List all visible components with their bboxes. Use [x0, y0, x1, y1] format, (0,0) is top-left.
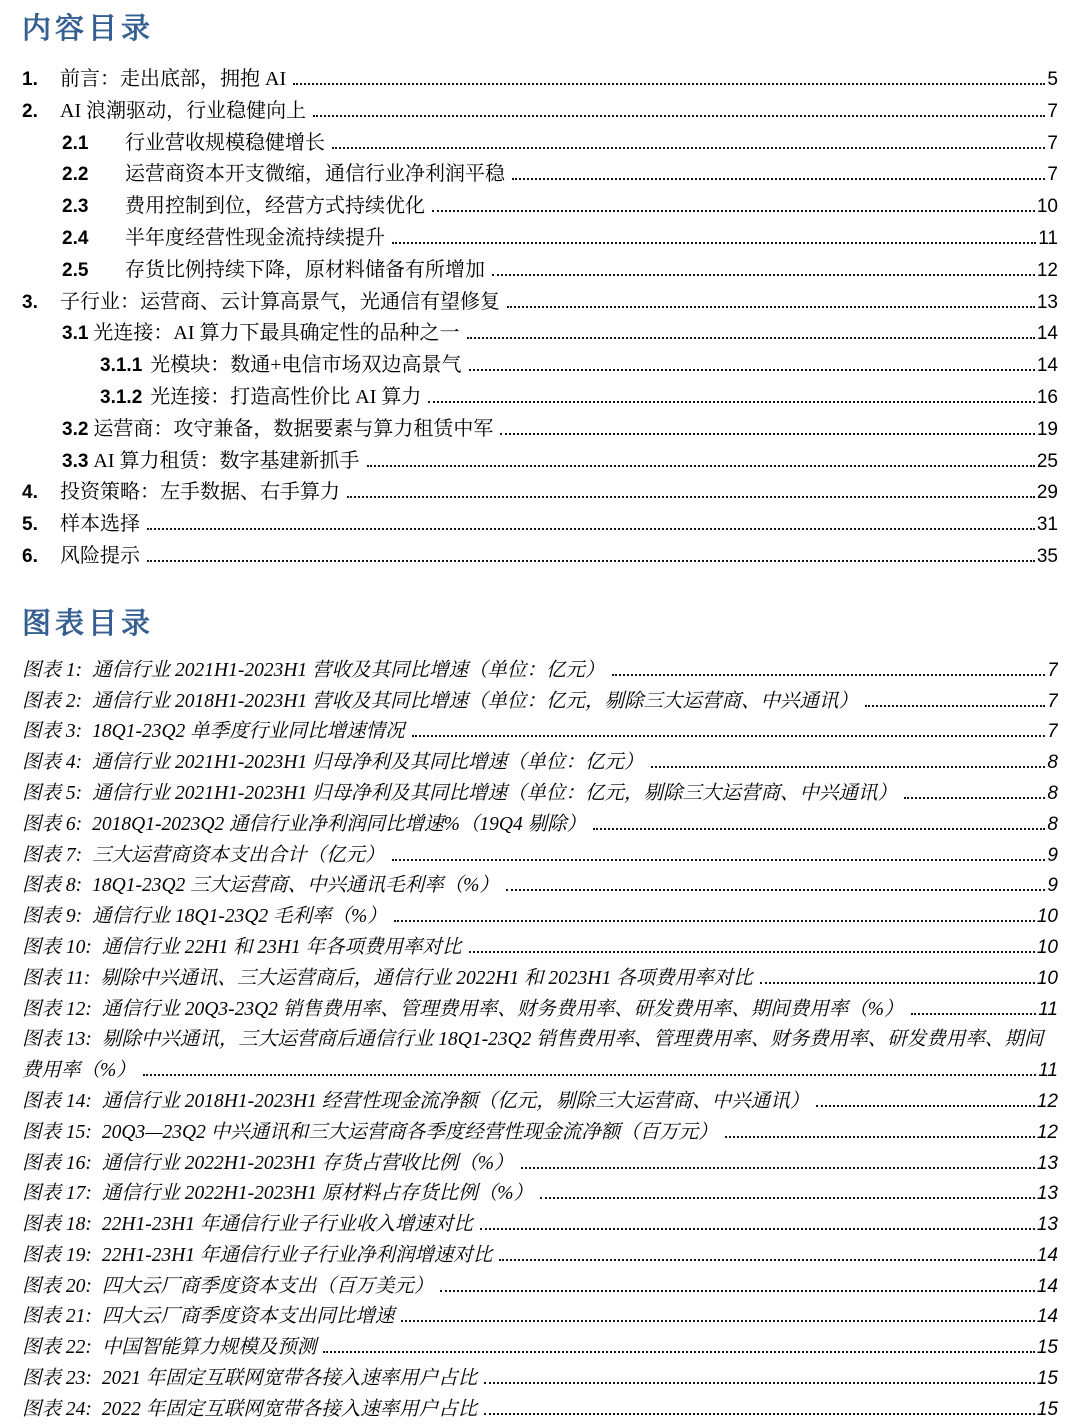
dot-leader — [347, 496, 1035, 498]
dot-leader — [313, 115, 1045, 117]
figure-entry[interactable] — [22, 810, 1058, 841]
entry-number: 图表 8: — [22, 875, 83, 897]
entry-number: 图表 20: — [22, 1275, 92, 1297]
page-number: 7 — [1047, 132, 1058, 154]
toc-entry[interactable] — [22, 414, 1058, 446]
entry-number: 2.1 — [62, 132, 89, 154]
toc-entry[interactable] — [22, 541, 1058, 573]
entry-number: 图表 3: — [22, 721, 83, 743]
entry-number: 2.4 — [62, 227, 89, 249]
dot-leader — [293, 83, 1045, 85]
figure-entry[interactable] — [22, 1087, 1058, 1118]
entry-number: 图表 22: — [22, 1337, 92, 1359]
page-number: 5 — [1047, 69, 1058, 90]
dot-leader — [467, 337, 1035, 339]
toc-entry[interactable] — [22, 382, 1058, 414]
dot-leader — [651, 766, 1046, 768]
entry-number: 5. — [22, 514, 38, 536]
entry-label: AI 算力租赁：数字基建新抓手 — [93, 449, 360, 472]
entry-number: 2. — [22, 100, 38, 122]
entry-label: 存货比例持续下降，原材料储备有所增加 — [125, 258, 485, 281]
entry-label: 费用控制到位，经营方式持续优化 — [125, 195, 425, 218]
entry-number: 1. — [22, 69, 38, 90]
dot-leader — [412, 735, 1046, 737]
page-number: 13 — [1036, 1152, 1058, 1174]
dot-leader — [904, 797, 1045, 799]
toc-entry[interactable] — [22, 318, 1058, 350]
entry-label: 20Q3—23Q2 中兴通讯和三大运营商各季度经营性现金流净额（百万元） — [101, 1121, 718, 1143]
figure-entry[interactable] — [22, 933, 1058, 964]
entry-label: 风险提示 — [60, 544, 140, 567]
dot-leader — [428, 401, 1034, 403]
toc-entry[interactable] — [22, 223, 1058, 255]
entry-number: 3. — [22, 291, 38, 313]
entry-number: 图表 17: — [22, 1183, 92, 1205]
dot-leader — [394, 920, 1035, 922]
entry-label: 通信行业 20Q3-23Q2 销售费用率、管理费用率、财务费用率、研发费用率、期间费用率（%） — [101, 998, 904, 1020]
page-number: 15 — [1036, 1368, 1058, 1390]
dot-leader — [507, 306, 1035, 308]
page-number: 7 — [1047, 721, 1058, 743]
page-number: 7 — [1047, 690, 1058, 712]
entry-label: 光模块：数通+电信市场双边高景气 — [150, 354, 462, 377]
page-number: 15 — [1036, 1337, 1058, 1359]
figure-entry[interactable] — [22, 717, 1058, 748]
page-number: 31 — [1036, 514, 1058, 536]
page-number: 14 — [1036, 323, 1058, 345]
page-number: 8 — [1047, 752, 1058, 774]
entry-number: 图表 14: — [22, 1090, 92, 1112]
figure-entry[interactable] — [22, 687, 1058, 718]
page-number: 11 — [1038, 227, 1058, 249]
page-number: 7 — [1047, 100, 1058, 122]
entry-label: 18Q1-23Q2 单季度行业同比增速情况 — [92, 721, 405, 743]
entry-number: 图表 13: — [22, 1029, 92, 1051]
dot-leader — [323, 1351, 1034, 1353]
entry-label: 投资策略：左手数据、右手算力 — [60, 481, 340, 504]
figure-entry[interactable] — [22, 748, 1058, 779]
entry-label: 半年度经营性现金流持续提升 — [125, 226, 385, 249]
dot-leader — [469, 951, 1035, 953]
page-number: 14 — [1036, 355, 1058, 377]
figure-entry[interactable] — [22, 656, 1058, 687]
entry-label: 通信行业 22H1 和 23H1 年各项费用率对比 — [101, 936, 462, 958]
dot-leader — [911, 1013, 1037, 1015]
dot-leader — [392, 242, 1036, 244]
figure-entry[interactable] — [22, 1272, 1058, 1303]
entry-number: 3.1.1 — [100, 355, 143, 377]
entry-number: 图表 7: — [22, 844, 83, 866]
page-number: 11 — [1038, 998, 1058, 1020]
entry-label: 22H1-23H1 年通信行业子行业净利润增速对比 — [101, 1244, 493, 1266]
entry-label: 通信行业 2021H1-2023H1 归母净利及其同比增速（单位：亿元） — [92, 752, 644, 774]
entry-label: 行业营收规模稳健增长 — [125, 131, 325, 154]
entry-label: 通信行业 2021H1-2023H1 归母净利及其同比增速（单位：亿元，剔除三大运营商、中兴通讯） — [92, 782, 898, 804]
entry-label: 通信行业 2021H1-2023H1 营收及其同比增速（单位：亿元） — [92, 659, 605, 681]
figure-entry[interactable] — [22, 1210, 1058, 1241]
entry-number: 图表 10: — [22, 936, 92, 958]
page-number: 10 — [1036, 967, 1058, 989]
figure-entry[interactable] — [22, 1118, 1058, 1149]
dot-leader — [540, 1197, 1035, 1199]
entry-label: 通信行业 18Q1-23Q2 毛利率（%） — [92, 906, 387, 928]
entry-number: 图表 1: — [22, 659, 83, 681]
entry-label: 前言：走出底部，拥抱 AI — [60, 68, 287, 90]
entry-number: 图表 19: — [22, 1244, 92, 1266]
page-number: 13 — [1036, 291, 1058, 313]
entry-number: 3.1 — [62, 323, 89, 345]
dot-leader — [367, 465, 1035, 467]
page-number: 19 — [1036, 418, 1058, 440]
toc-title: 内容目录 — [22, 13, 155, 45]
entry-number: 3.2 — [62, 418, 89, 440]
entry-number: 3.3 — [62, 450, 89, 472]
page-number: 14 — [1036, 1275, 1058, 1297]
dot-leader — [432, 210, 1035, 212]
dot-leader — [392, 859, 1046, 861]
dot-leader — [480, 1228, 1035, 1230]
dot-leader — [332, 147, 1045, 149]
entry-label: 18Q1-23Q2 三大运营商、中兴通讯毛利率（%） — [92, 875, 499, 897]
figure-entry[interactable] — [22, 964, 1058, 995]
entry-label: 子行业：运营商、云计算高景气，光通信有望修复 — [60, 290, 500, 313]
entry-label: 通信行业 2022H1-2023H1 存货占营收比例（%） — [101, 1152, 514, 1174]
page-number: 35 — [1036, 545, 1058, 567]
page-number: 12 — [1036, 1090, 1058, 1112]
entry-label: 剔除中兴通讯，三大运营商后通信行业 18Q1-23Q2 销售费用率、管理费用率、财务费用率、研发费用率、期间 — [101, 1029, 1044, 1051]
page-number: 13 — [1036, 1214, 1058, 1236]
figure-entry[interactable] — [22, 1364, 1058, 1395]
entry-number: 2.2 — [62, 164, 89, 186]
entry-label: 中国智能算力规模及预测 — [101, 1337, 317, 1359]
figure-entry[interactable] — [22, 1025, 1058, 1087]
page-number: 10 — [1036, 936, 1058, 958]
entry-number: 6. — [22, 545, 38, 567]
figure-entry[interactable] — [22, 1395, 1058, 1426]
dot-leader — [500, 433, 1034, 435]
page-number: 7 — [1047, 659, 1058, 681]
entry-number: 图表 12: — [22, 998, 92, 1020]
page-number: 13 — [1036, 1183, 1058, 1205]
page-number: 8 — [1047, 782, 1058, 804]
entry-number: 2.5 — [62, 259, 89, 281]
figures-section — [22, 605, 1058, 1426]
page-number: 8 — [1047, 813, 1058, 835]
entry-number: 图表 15: — [22, 1121, 92, 1143]
entry-number: 图表 5: — [22, 782, 83, 804]
page-number: 9 — [1047, 875, 1058, 897]
entry-label: 通信行业 2018H1-2023H1 营收及其同比增速（单位：亿元，剔除三大运营商、中兴通讯） — [92, 690, 859, 712]
figures-title: 图表目录 — [22, 607, 155, 640]
entry-number: 图表 11: — [22, 967, 91, 989]
entry-label: 光连接：AI 算力下最具确定性的品种之一 — [93, 322, 460, 345]
dot-leader — [440, 1290, 1034, 1292]
entry-line-1 — [22, 1025, 1058, 1056]
dot-leader — [143, 1074, 1037, 1076]
toc-entry[interactable] — [22, 287, 1058, 319]
entry-label: 2022 年固定互联网宽带各接入速率用户占比 — [101, 1398, 478, 1420]
figure-entry[interactable] — [22, 871, 1058, 902]
dot-leader — [521, 1167, 1035, 1169]
dot-leader — [147, 528, 1035, 530]
figure-entry[interactable] — [22, 1179, 1058, 1210]
figure-entry[interactable] — [22, 1333, 1058, 1364]
entry-number: 图表 16: — [22, 1152, 92, 1174]
toc-entry[interactable] — [22, 255, 1058, 287]
figure-entry[interactable] — [22, 995, 1058, 1026]
figure-entry[interactable] — [22, 841, 1058, 872]
entry-number: 图表 9: — [22, 906, 83, 928]
entry-line-2 — [22, 1056, 1058, 1087]
dot-leader — [484, 1382, 1035, 1384]
toc-entry[interactable] — [22, 96, 1058, 128]
toc-section — [22, 10, 1058, 573]
page-number: 12 — [1036, 1121, 1058, 1143]
dot-leader — [484, 1413, 1035, 1415]
dot-leader — [469, 369, 1035, 371]
page-number: 29 — [1036, 482, 1058, 504]
page-number: 10 — [1036, 906, 1058, 928]
toc-entry[interactable] — [22, 191, 1058, 223]
toc-entry[interactable] — [22, 159, 1058, 191]
dot-leader — [499, 1259, 1034, 1261]
entry-number: 图表 6: — [22, 813, 83, 835]
toc-entry[interactable] — [22, 477, 1058, 509]
entry-label: 22H1-23H1 年通信行业子行业收入增速对比 — [101, 1214, 473, 1236]
entry-number: 图表 24: — [22, 1398, 92, 1420]
toc-entry[interactable] — [22, 446, 1058, 478]
toc-entry[interactable] — [22, 509, 1058, 541]
entry-label: 四大云厂商季度资本支出同比增速 — [101, 1306, 395, 1328]
entry-number: 图表 2: — [22, 690, 83, 712]
entry-label: 四大云厂商季度资本支出（百万美元） — [101, 1275, 434, 1297]
figure-entry[interactable] — [22, 1241, 1058, 1272]
figure-entry[interactable] — [22, 779, 1058, 810]
dot-leader — [865, 705, 1045, 707]
page-number: 11 — [1038, 1060, 1058, 1082]
dot-leader — [512, 178, 1045, 180]
figure-entry[interactable] — [22, 1149, 1058, 1180]
figure-entry[interactable] — [22, 1302, 1058, 1333]
toc-entry[interactable] — [22, 128, 1058, 160]
dot-leader — [506, 889, 1046, 891]
dot-leader — [612, 674, 1046, 676]
entry-number: 图表 23: — [22, 1368, 92, 1390]
page-number: 12 — [1036, 259, 1058, 281]
entry-label: 运营商资本开支微缩，通信行业净利润平稳 — [125, 163, 505, 186]
entry-number: 4. — [22, 482, 38, 504]
entry-number: 3.1.2 — [100, 386, 143, 408]
entry-number: 图表 4: — [22, 752, 83, 774]
dot-leader — [147, 560, 1035, 562]
entry-label: AI 浪潮驱动，行业稳健向上 — [60, 99, 307, 122]
entry-number: 图表 18: — [22, 1214, 92, 1236]
entry-number: 图表 21: — [22, 1306, 92, 1328]
dot-leader — [401, 1320, 1034, 1322]
page-number: 14 — [1036, 1306, 1058, 1328]
entry-label: 运营商：攻守兼备，数据要素与算力租赁中军 — [93, 417, 494, 440]
figure-entry[interactable] — [22, 902, 1058, 933]
page-number: 10 — [1036, 196, 1058, 218]
page-number: 25 — [1036, 450, 1058, 472]
entry-label: 2018Q1-2023Q2 通信行业净利润同比增速%（19Q4 剔除） — [92, 813, 587, 835]
page-number: 9 — [1047, 844, 1058, 866]
figures-list — [22, 656, 1058, 1426]
dot-leader — [725, 1136, 1035, 1138]
entry-label: 样本选择 — [60, 513, 140, 536]
dot-leader — [593, 828, 1045, 830]
entry-label-continued: 费用率（%） — [22, 1060, 136, 1082]
toc-entry[interactable] — [22, 350, 1058, 382]
entry-label: 三大运营商资本支出合计（亿元） — [92, 844, 385, 866]
toc-list — [22, 64, 1058, 573]
page-number: 15 — [1036, 1398, 1058, 1420]
page-number: 7 — [1047, 164, 1058, 186]
entry-label: 剔除中兴通讯、三大运营商后，通信行业 2022H1 和 2023H1 各项费用率对比 — [100, 967, 753, 989]
entry-number: 2.3 — [62, 196, 89, 218]
dot-leader — [760, 982, 1035, 984]
entry-label: 通信行业 2022H1-2023H1 原材料占存货比例（%） — [101, 1183, 534, 1205]
entry-label: 通信行业 2018H1-2023H1 经营性现金流净额（亿元，剔除三大运营商、中兴通讯） — [101, 1090, 810, 1112]
dot-leader — [816, 1105, 1035, 1107]
page-number: 14 — [1036, 1244, 1058, 1266]
entry-label: 2021 年固定互联网宽带各接入速率用户占比 — [101, 1368, 478, 1390]
entry-label: 光连接：打造高性价比 AI 算力 — [150, 385, 422, 408]
dot-leader — [492, 274, 1035, 276]
toc-entry[interactable] — [22, 64, 1058, 96]
page-number: 16 — [1036, 386, 1058, 408]
